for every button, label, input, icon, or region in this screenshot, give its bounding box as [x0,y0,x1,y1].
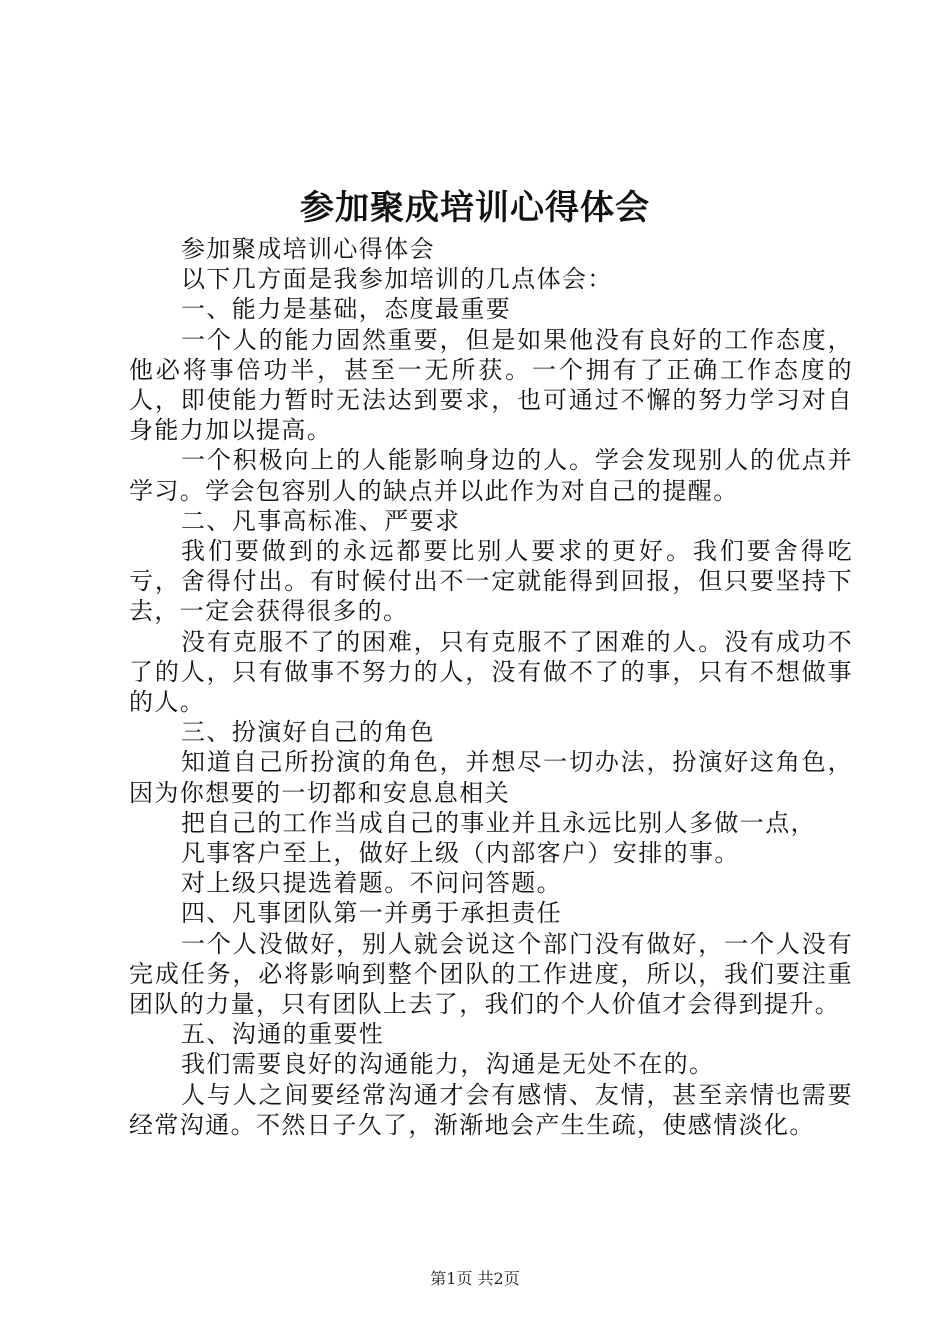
paragraph: 一个人没做好，别人就会说这个部门没有做好，一个人没有完成任务，必将影响到整个团队的工作进度，所以，我们要注重团队的力量，只有团队上去了，我们的个人价值才会得到提升。 [129,929,853,1019]
paragraph: 一个积极向上的人能影响身边的人。学会发现别人的优点并学习。学会包容别人的缺点并以此作为对自己的提醒。 [129,446,853,505]
section-heading-1: 一、能力是基础，态度最重要 [181,295,512,324]
paragraph-subtitle: 参加聚成培训心得体会 [181,235,435,263]
section-heading-2: 二、凡事高标准、严要求 [181,506,461,535]
paragraph: 把自己的工作当成自己的事业并且永远比别人多做一点， [181,808,816,837]
paragraph: 人与人之间要经常沟通才会有感情、友情，甚至亲情也需要经常沟通。不然日子久了，渐渐地会产生生疏，使感情淡化。 [129,1080,853,1139]
document-title: 参加聚成培训心得体会 [300,188,650,228]
paragraph: 一个人的能力固然重要，但是如果他没有良好的工作态度，他必将事倍功半，甚至一无所获。一个拥有了正确工作态度的人，即使能力暂时无法达到要求，也可通过不懈的努力学习对自身能力加以提高。 [129,325,853,445]
section-heading-3: 三、扮演好自己的角色 [181,718,435,747]
document-body [129,234,853,1140]
paragraph: 我们需要良好的沟通能力，沟通是无处不在的。 [181,1050,715,1079]
section-heading-5: 五、沟通的重要性 [181,1020,385,1049]
paragraph: 没有克服不了的困难，只有克服不了困难的人。没有成功不了的人，只有做事不努力的人，没有做不了的事，只有不想做事的人。 [129,627,853,717]
paragraph: 对上级只提选着题。不问问答题。 [181,869,562,898]
paragraph: 知道自己所扮演的角色，并想尽一切办法，扮演好这角色，因为你想要的一切都和安息息相关 [129,748,853,807]
paragraph-intro: 以下几方面是我参加培训的几点体会： [181,265,613,294]
page-footer: 第1页 共2页 [430,1269,520,1288]
paragraph: 我们要做到的永远都要比别人要求的更好。我们要舍得吃亏，舍得付出。有时候付出不一定就能得到回报，但只要坚持下去，一定会获得很多的。 [129,537,853,626]
section-heading-4: 四、凡事团队第一并勇于承担责任 [181,899,562,928]
paragraph: 凡事客户至上，做好上级（内部客户）安排的事。 [181,839,740,868]
